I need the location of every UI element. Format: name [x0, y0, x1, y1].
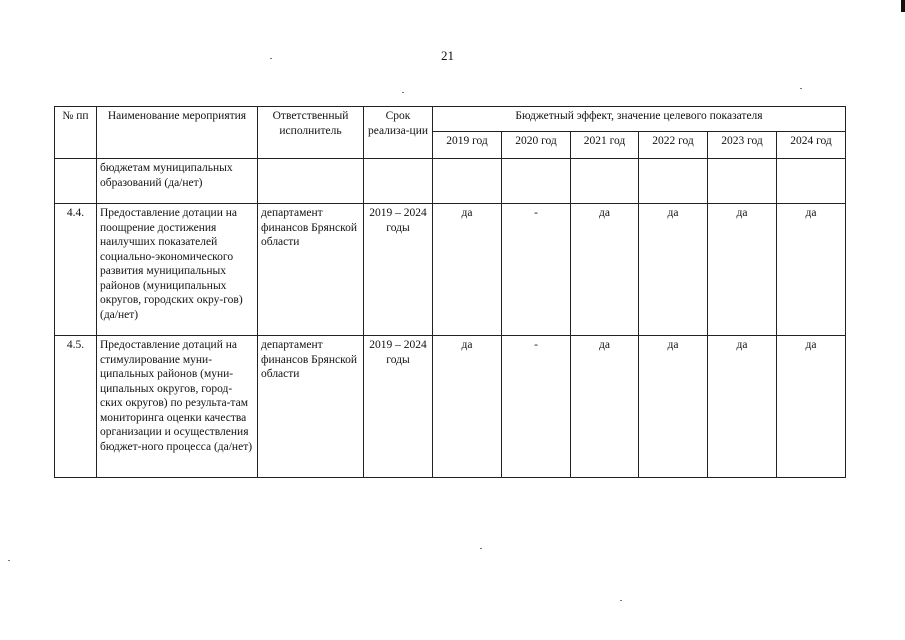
- header-year: 2021 год: [571, 132, 639, 159]
- header-year: 2020 год: [502, 132, 571, 159]
- row-num: 4.4.: [55, 204, 97, 336]
- row-term: 2019 – 2024 годы: [364, 336, 433, 478]
- row-value: [777, 159, 846, 204]
- row-term: 2019 – 2024 годы: [364, 204, 433, 336]
- row-executor: департамент финансов Брянской области: [258, 204, 364, 336]
- row-value: [502, 159, 571, 204]
- row-value: да: [433, 336, 502, 478]
- row-value: [708, 159, 777, 204]
- table-row: [55, 336, 846, 478]
- row-value: да: [639, 204, 708, 336]
- row-executor: департамент финансов Брянской области: [258, 336, 364, 478]
- row-value: да: [777, 336, 846, 478]
- row-term: [364, 159, 433, 204]
- scan-speck: [620, 600, 622, 601]
- row-value: [571, 159, 639, 204]
- scan-edge-mark: [901, 0, 905, 12]
- budget-effect-table: [54, 106, 846, 478]
- header-executor: Ответственный исполнитель: [258, 107, 364, 159]
- page-number: 21: [441, 48, 454, 63]
- row-value: да: [433, 204, 502, 336]
- row-name: Предоставление дотации на поощрение достижения наилучших показателей социально-экономического развития муниципальных районов (муниципальных округов, городских окру-гов) (да/нет): [97, 204, 258, 336]
- row-value: да: [708, 336, 777, 478]
- header-budget-effect: Бюджетный эффект, значение целевого показателя: [433, 107, 846, 132]
- row-num: [55, 159, 97, 204]
- header-row: [55, 107, 846, 132]
- scan-speck: [270, 58, 272, 59]
- row-value: [639, 159, 708, 204]
- row-value: -: [502, 336, 571, 478]
- scan-speck: [402, 92, 404, 93]
- header-term: Срок реализа-ции: [364, 107, 433, 159]
- row-name: бюджетам муниципальных образований (да/нет): [97, 159, 258, 204]
- row-executor: [258, 159, 364, 204]
- row-value: да: [639, 336, 708, 478]
- row-value: да: [777, 204, 846, 336]
- row-value: да: [571, 204, 639, 336]
- row-value: да: [708, 204, 777, 336]
- header-year: 2019 год: [433, 132, 502, 159]
- row-num: 4.5.: [55, 336, 97, 478]
- header-year: 2022 год: [639, 132, 708, 159]
- scan-speck: [8, 560, 10, 561]
- row-value: да: [571, 336, 639, 478]
- table-row: [55, 204, 846, 336]
- scan-speck: [480, 548, 482, 549]
- row-value: -: [502, 204, 571, 336]
- header-year: 2024 год: [777, 132, 846, 159]
- row-name: Предоставление дотаций на стимулирование муни-ципальных районов (муни-ципальных округов, город-ских округов) по результа-там мониторинга оценки качества организации и осуществления бюджет-ного процесса (да/нет): [97, 336, 258, 478]
- table-row: [55, 159, 846, 204]
- header-year: 2023 год: [708, 132, 777, 159]
- header-name: Наименование мероприятия: [97, 107, 258, 159]
- scan-speck: [800, 88, 802, 89]
- header-num: № пп: [55, 107, 97, 159]
- row-value: [433, 159, 502, 204]
